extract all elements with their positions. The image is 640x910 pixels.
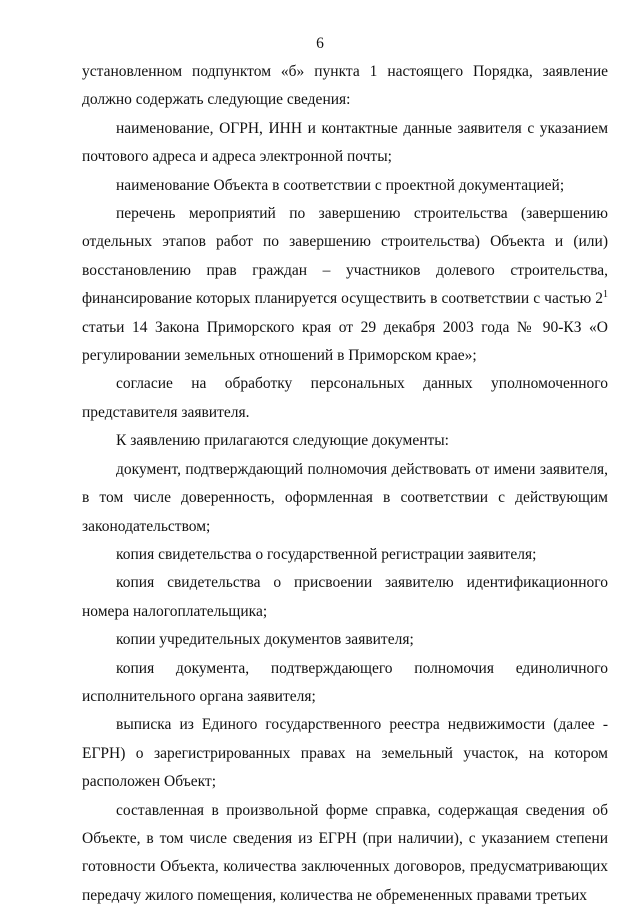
paragraph-item-consent: согласие на обработку персональных данных уполномоченного представителя заявителя. [82,375,608,421]
paragraph-item-object-name: наименование Объекта в соответствии с проектной документацией; [116,176,565,194]
document-body [82,58,608,910]
paragraph-item-executive-authority: копия документа, подтверждающего полномочия единоличного исполнительного органа заявителя; [82,659,608,705]
paragraph-item-egrn-extract: выписка из Единого государственного реестра недвижимости (далее - ЕГРН) о зарегистрированных правах на земельный участок, на котором расположен Объект; [82,716,608,791]
paragraph-item-founding-documents: копии учредительных документов заявителя; [116,631,414,649]
page-number: 6 [316,35,324,52]
paragraph-item-name-ogrn-inn: наименование, ОГРН, ИНН и контактные данные заявителя с указанием почтового адреса и адреса электронной почты; [82,119,608,166]
paragraph-text-before-sup: перечень мероприятий по завершению строительства (завершению отдельных этапов работ по завершению строительства) Объекта и (или) восстановлению прав граждан – участников долевого строительства, финансирование которых планируется осуществить в соответствии с частью 2 [82,205,608,308]
paragraph-text-after-sup: статьи 14 Закона Приморского края от 29 декабря 2003 года № 90-КЗ «О регулировании земельных отношений в Приморском крае»; [82,318,608,365]
paragraph-item-measures-list [82,200,608,370]
paragraph-item-tax-id-certificate: копия свидетельства о присвоении заявителю идентификационного номера налогоплательщика; [82,574,608,620]
paragraph-intro: установленном подпунктом «б» пункта 1 настоящего Порядка, заявление должно содержать следующие сведения: [82,63,608,109]
paragraph-item-object-reference: составленная в произвольной форме справка, содержащая сведения об Объекте, в том числе сведения из ЕГРН (при наличии), с указанием степени готовности Объекта, количества заключенных договоров, предусматривающих передачу жилого помещения, количества не обремененных правами третьих [82,801,608,904]
superscript: 1 [603,289,608,301]
paragraph-item-registration-certificate: копия свидетельства о государственной регистрации заявителя; [116,545,537,563]
paragraph-item-power-of-attorney: документ, подтверждающий полномочия действовать от имени заявителя, в том числе доверенность, оформленная в соответствии с действующим законодательством; [82,460,608,535]
paragraph-attachments-heading: К заявлению прилагаются следующие документы: [116,432,449,450]
